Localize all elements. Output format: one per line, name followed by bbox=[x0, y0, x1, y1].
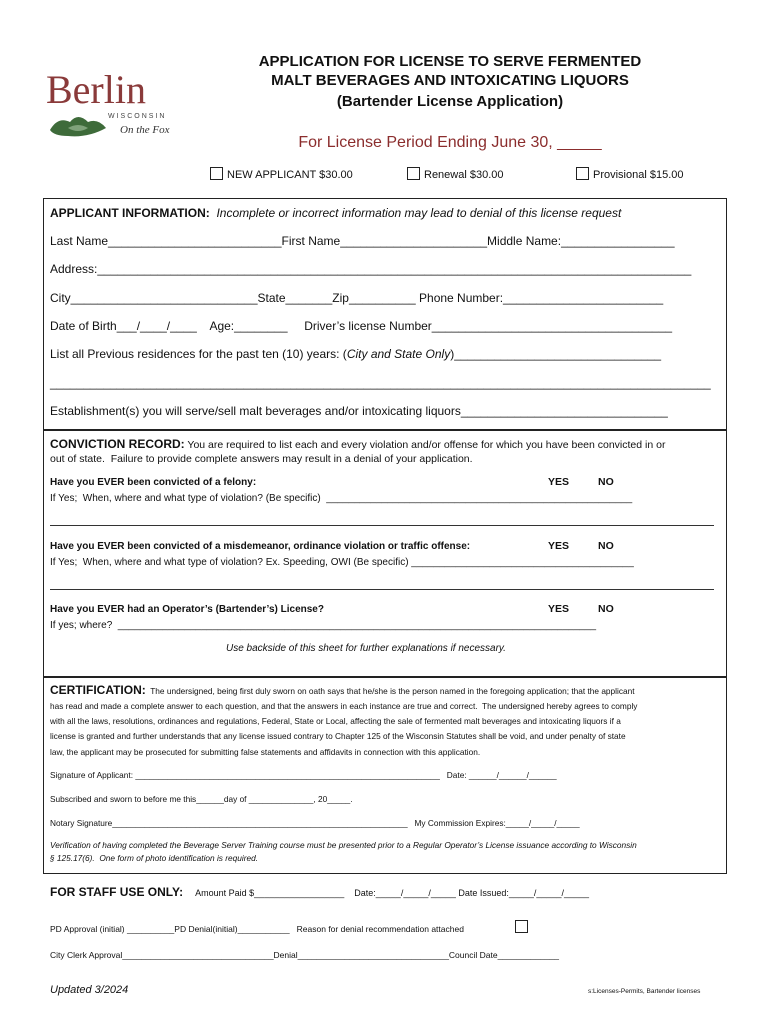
berlin-logo bbox=[44, 67, 176, 144]
operator-where-field[interactable]: If yes; where? ______________________________________________________________________________________ bbox=[50, 620, 597, 631]
staff-heading: FOR STAFF USE ONLY: bbox=[50, 885, 184, 899]
form-title-line3: (Bartender License Application) bbox=[336, 93, 564, 110]
operator-license-question: Have you EVER had an Operator’s (Bartender’s) License? bbox=[50, 604, 324, 615]
cert-line3: with all the laws, resolutions, ordinances and regulations, Federal, State or Local, affecting the sale of fermented malt beverages and intoxicating liquors if a bbox=[50, 716, 621, 726]
cert-line1: CERTIFICATION: The undersigned, being first duly sworn on oath says that he/she is the person named in the foregoing application; that the applicant bbox=[50, 683, 635, 697]
operator-no[interactable]: NO bbox=[598, 603, 614, 615]
verification-note-line1: Verification of having completed the Beverage Server Training course must be presented prior to a Regular Operator’s License issuance according to Wisconsin bbox=[50, 840, 637, 850]
conviction-intro2: out of state. Failure to provide complete answers may result in a denial of your application. bbox=[50, 453, 473, 465]
logo-state: WISCONSIN bbox=[108, 113, 167, 120]
address-field[interactable]: Address:_________________________________________________________________________________________ bbox=[50, 262, 692, 276]
misdemeanor-question: Have you EVER been convicted of a misdemeanor, ordinance violation or traffic offense: bbox=[50, 541, 471, 552]
fee-new-applicant[interactable]: NEW APPLICANT $30.00 bbox=[210, 167, 353, 181]
form-title-line1: APPLICATION FOR LICENSE TO SERVE FERMENTED bbox=[258, 53, 642, 70]
felony-question: Have you EVER been convicted of a felony: bbox=[50, 477, 257, 488]
pd-approval-line[interactable]: PD Approval (initial) __________PD Denial(initial)___________ Reason for denial recommendation attached bbox=[50, 924, 464, 934]
license-period: For License Period Ending June 30, _____ bbox=[298, 134, 602, 151]
updated-date: Updated 3/2024 bbox=[50, 984, 129, 996]
dob-age-license-fields[interactable]: Date of Birth___/____/____ Age:________ Driver’s license Number____________________________________ bbox=[50, 319, 673, 333]
conviction-section bbox=[43, 430, 727, 677]
city-state-zip-phone-fields[interactable]: City____________________________State_______Zip__________ Phone Number:________________________ bbox=[50, 291, 664, 305]
misdemeanor-extra-line[interactable] bbox=[50, 589, 714, 590]
misdemeanor-no[interactable]: NO bbox=[598, 540, 614, 552]
logo-tagline: On the Fox bbox=[120, 124, 170, 136]
certification-heading: CERTIFICATION: bbox=[50, 683, 146, 697]
notary-field[interactable]: Notary Signature________________________________________________________________ My Commission Expires:_____/_____/_____ bbox=[50, 818, 580, 828]
felony-no[interactable]: NO bbox=[598, 476, 614, 488]
misdemeanor-details-field[interactable]: If Yes; When, where and what type of violation? Ex. Speeding, OWI (Be specific) ________________________________________ bbox=[50, 557, 634, 568]
verification-note-line2: § 125.17(6). One form of photo identification is required. bbox=[50, 853, 259, 863]
logo-word: Berlin bbox=[46, 67, 146, 112]
name-fields[interactable]: Last Name__________________________First Name______________________Middle Name:_________________ bbox=[50, 234, 675, 248]
misdemeanor-yes[interactable]: YES bbox=[548, 540, 570, 552]
staff-amount-line[interactable]: FOR STAFF USE ONLY: Amount Paid $__________________ Date:_____/_____/_____ Date Issued:_____/_____/_____ bbox=[50, 885, 589, 899]
conviction-intro1: CONVICTION RECORD: You are required to list each and every violation and/or offense for which you have been convicted in or bbox=[50, 437, 666, 451]
previous-residences-line2[interactable]: ___________________________________________________________________________________________________ bbox=[50, 376, 711, 390]
applicant-section bbox=[43, 198, 727, 430]
fee-renewal[interactable]: Renewal $30.00 bbox=[407, 167, 504, 181]
signature-field[interactable]: Signature of Applicant: __________________________________________________________________ Date: ______/______/______ bbox=[50, 770, 557, 780]
provisional-checkbox[interactable] bbox=[576, 167, 589, 180]
new-applicant-checkbox[interactable] bbox=[210, 167, 223, 180]
denial-reason-checkbox[interactable] bbox=[515, 920, 528, 933]
felony-details-field[interactable]: If Yes; When, where and what type of violation? (Be specific) _______________________________________________________ bbox=[50, 493, 633, 504]
form-title-line2: MALT BEVERAGES AND INTOXICATING LIQUORS bbox=[271, 72, 629, 89]
fee-provisional[interactable]: Provisional $15.00 bbox=[576, 167, 684, 181]
previous-residences-field[interactable]: List all Previous residences for the past ten (10) years: (City and State Only)_______________________________ bbox=[50, 347, 662, 361]
file-path: s:Licenses-Permits, Bartender licenses bbox=[588, 988, 701, 995]
sworn-field[interactable]: Subscribed and sworn to before me this______day of ______________, 20_____. bbox=[50, 794, 353, 804]
applicant-heading: APPLICANT INFORMATION: bbox=[50, 206, 210, 220]
felony-yes[interactable]: YES bbox=[548, 476, 570, 488]
renewal-checkbox[interactable] bbox=[407, 167, 420, 180]
establishment-field[interactable]: Establishment(s) you will serve/sell malt beverages and/or intoxicating liquors_______________________________ bbox=[50, 404, 668, 418]
operator-yes[interactable]: YES bbox=[548, 603, 570, 615]
backside-note: Use backside of this sheet for further explanations if necessary. bbox=[226, 643, 506, 654]
cert-line4: license is granted and further understands that any license issued contrary to Chapter 125 of the Wisconsin Statutes shall be void, and under penalty of state bbox=[50, 731, 626, 741]
felony-extra-line[interactable] bbox=[50, 525, 714, 526]
conviction-heading: CONVICTION RECORD: bbox=[50, 437, 185, 451]
cert-line2: has read and made a complete answer to each question, and that the answers in each instance are true and correct. The undersigned hereby agrees to comply bbox=[50, 701, 638, 711]
applicant-warning: Incomplete or incorrect information may lead to denial of this license request bbox=[216, 206, 622, 220]
applicant-heading-line bbox=[50, 206, 621, 220]
cert-line5: law, the applicant may be prosecuted for submitting false statements and affidavits in connection with this application. bbox=[50, 747, 481, 757]
clerk-approval-line[interactable]: City Clerk Approval________________________________Denial________________________________Council Date_____________ bbox=[50, 950, 560, 960]
